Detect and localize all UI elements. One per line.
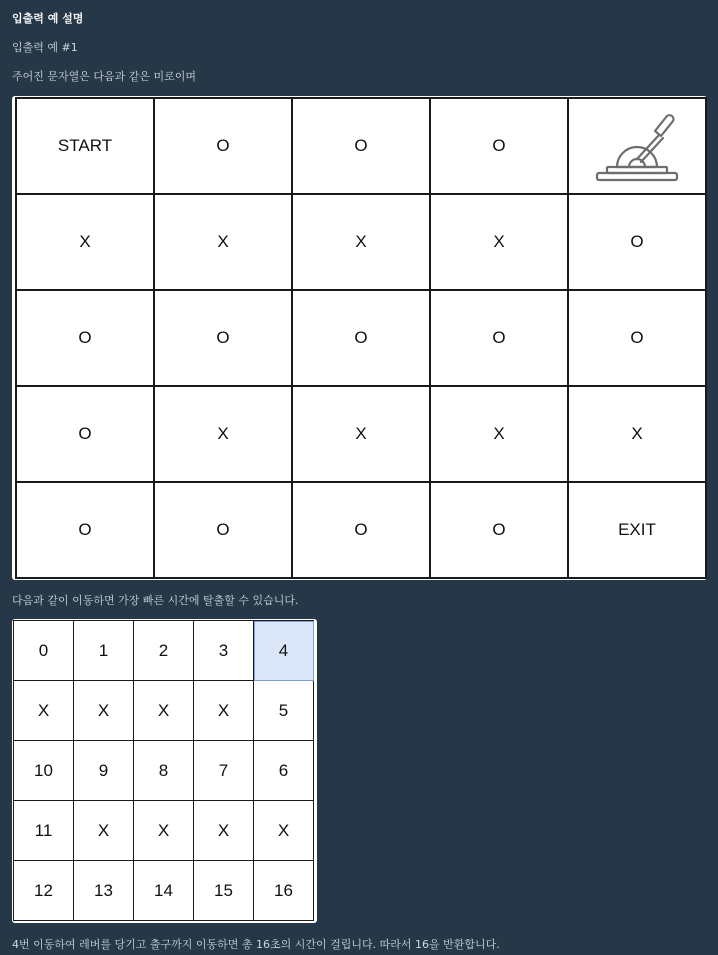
maze-cell: O	[568, 290, 706, 386]
path-grid	[13, 620, 314, 921]
maze-cell: X	[16, 194, 154, 290]
maze-cell: O	[568, 194, 706, 290]
path-row	[14, 741, 314, 801]
maze-cell: X	[154, 386, 292, 482]
path-cell: 14	[134, 861, 194, 921]
path-cell: X	[254, 801, 314, 861]
maze-cell: X	[292, 386, 430, 482]
path-cell: 3	[194, 621, 254, 681]
maze-cell: O	[154, 290, 292, 386]
example-subheading: 입출력 예 #1	[12, 41, 78, 54]
maze-cell: X	[568, 386, 706, 482]
path-cell: X	[74, 801, 134, 861]
maze-cell: O	[292, 98, 430, 194]
path-cell: 0	[14, 621, 74, 681]
path-cell: X	[134, 801, 194, 861]
maze-cell: X	[430, 194, 568, 290]
conclusion-text: 4번 이동하여 레버를 당기고 출구까지 이동하면 총 16초의 시간이 걸립니다. 따라서 16을 반환합니다.	[12, 938, 500, 951]
maze-cell: O	[430, 290, 568, 386]
maze-cell-exit: EXIT	[568, 482, 706, 578]
path-row	[14, 621, 314, 681]
maze-cell: O	[292, 482, 430, 578]
path-cell: 9	[74, 741, 134, 801]
maze-cell: X	[430, 386, 568, 482]
section-heading: 입출력 예 설명	[12, 12, 84, 25]
intro-text: 주어진 문자열은 다음과 같은 미로이며	[12, 70, 197, 83]
maze-grid	[15, 97, 707, 579]
path-cell: 7	[194, 741, 254, 801]
path-cell: 10	[14, 741, 74, 801]
maze-row	[16, 194, 706, 290]
path-cell: 13	[74, 861, 134, 921]
maze-cell-lever	[568, 98, 706, 194]
path-cell: 5	[254, 681, 314, 741]
path-cell: X	[134, 681, 194, 741]
path-cell: 8	[134, 741, 194, 801]
maze-cell: O	[16, 482, 154, 578]
path-cell-highlighted: 4	[254, 621, 314, 681]
maze-row	[16, 386, 706, 482]
lever-icon	[593, 107, 681, 185]
maze-cell: X	[154, 194, 292, 290]
path-cell: X	[14, 681, 74, 741]
path-cell: 6	[254, 741, 314, 801]
maze-cell: X	[292, 194, 430, 290]
maze-cell-start: START	[16, 98, 154, 194]
path-cell: 16	[254, 861, 314, 921]
path-cell: X	[74, 681, 134, 741]
path-cell: X	[194, 801, 254, 861]
path-cell: 15	[194, 861, 254, 921]
path-cell: 12	[14, 861, 74, 921]
path-row	[14, 861, 314, 921]
maze-cell: O	[430, 98, 568, 194]
path-cell: 1	[74, 621, 134, 681]
maze-cell: O	[292, 290, 430, 386]
maze-cell: O	[16, 386, 154, 482]
path-cell: 11	[14, 801, 74, 861]
maze-cell: O	[154, 98, 292, 194]
path-row	[14, 801, 314, 861]
maze-row	[16, 290, 706, 386]
maze-row	[16, 482, 706, 578]
path-cell: X	[194, 681, 254, 741]
maze-cell: O	[16, 290, 154, 386]
path-cell: 2	[134, 621, 194, 681]
maze-cell: O	[154, 482, 292, 578]
maze-cell: O	[430, 482, 568, 578]
path-caption: 다음과 같이 이동하면 가장 빠른 시간에 탈출할 수 있습니다.	[12, 594, 299, 607]
maze-row	[16, 98, 706, 194]
path-row	[14, 681, 314, 741]
